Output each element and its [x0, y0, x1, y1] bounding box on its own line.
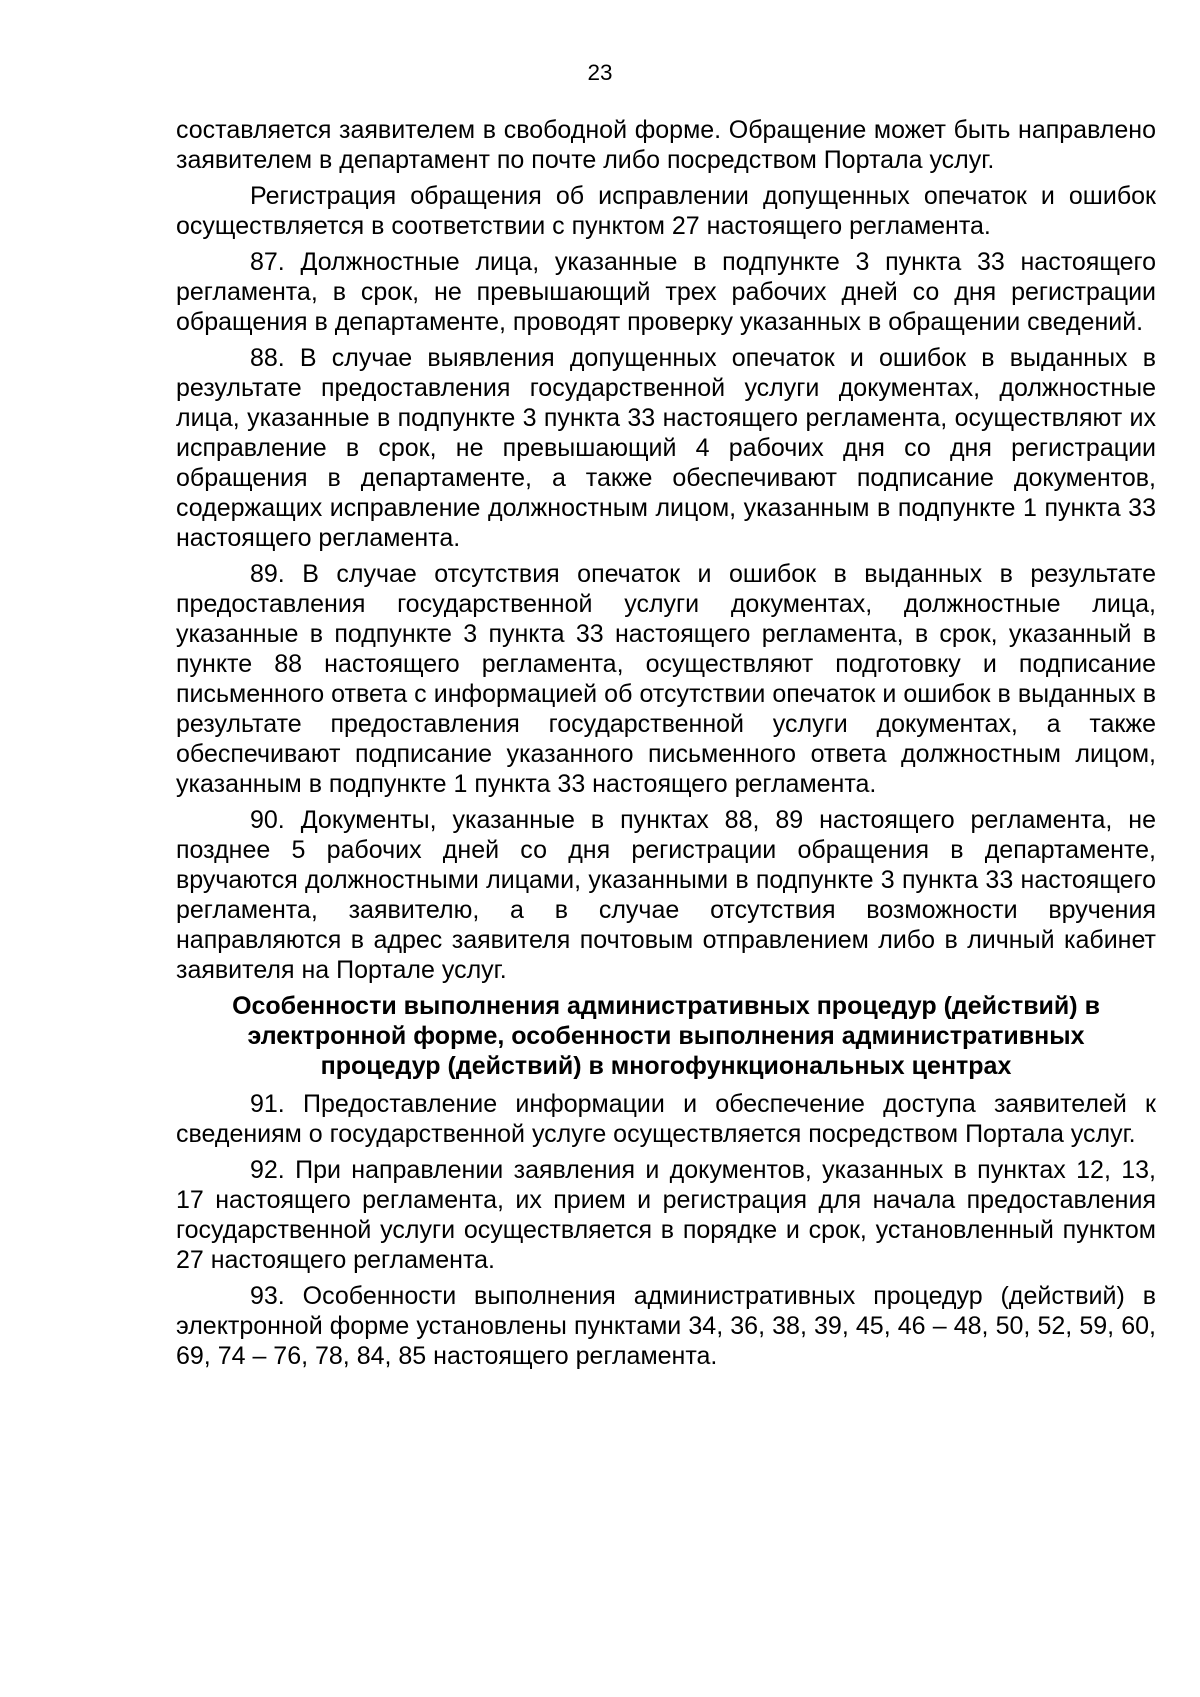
section-heading	[176, 991, 1156, 1081]
paragraph-87: 87. Должностные лица, указанные в подпункте 3 пункта 33 настоящего регламента, в срок, не превышающий трех рабочих дней со дня регистрации обращения в департаменте, проводят проверку указанных в обращении сведений.	[176, 248, 1156, 336]
paragraph-90: 90. Документы, указанные в пунктах 88, 89 настоящего регламента, не позднее 5 рабочих дней со дня регистрации обращения в департаменте, вручаются должностными лицами, указанными в подпункте 3 пункта 33 настоящего регламента, заявителю, а в случае отсутствия возможности вручения направляются в адрес заявителя почтовым отправлением либо в личный кабинет заявителя на Портале услуг.	[176, 806, 1156, 984]
paragraph-88: 88. В случае выявления допущенных опечаток и ошибок в выданных в результате предоставления государственной услуги документах, должностные лица, указанные в подпункте 3 пункта 33 настоящего регламента, осуществляют их исправление в срок, не превышающий 4 рабочих дня со дня регистрации обращения в департаменте, а также обеспечивают подписание документов, содержащих исправление должностным лицом, указанным в подпункте 1 пункта 33 настоящего регламента.	[176, 344, 1156, 552]
section-heading-line-1: Особенности выполнения административных процедур (действий) в	[232, 992, 1100, 1020]
paragraph-registration: Регистрация обращения об исправлении допущенных опечаток и ошибок осуществляется в соответствии с пунктом 27 настоящего регламента.	[176, 182, 1156, 240]
paragraph-continuation: составляется заявителем в свободной форме. Обращение может быть направлено заявителем в департамент по почте либо посредством Портала услуг.	[176, 116, 1156, 174]
paragraph-89: 89. В случае отсутствия опечаток и ошибок в выданных в результате предоставления государственной услуги документах, должностные лица, указанные в подпункте 3 пункта 33 настоящего регламента, в срок, указанный в пункте 88 настоящего регламента, осуществляют подготовку и подписание письменного ответа с информацией об отсутствии опечаток и ошибок в выданных в результате предоставления государственной услуги документах, а также обеспечивают подписание указанного письменного ответа должностным лицом, указанным в подпункте 1 пункта 33 настоящего регламента.	[176, 560, 1156, 798]
section-heading-line-3: процедур (действий) в многофункциональных центрах	[320, 1052, 1012, 1080]
section-heading-line-2: электронной форме, особенности выполнения административных	[247, 1022, 1085, 1050]
paragraph-93: 93. Особенности выполнения административных процедур (действий) в электронной форме установлены пунктами 34, 36, 38, 39, 45, 46 – 48, 50, 52, 59, 60, 69, 74 – 76, 78, 84, 85 настоящего регламента.	[176, 1282, 1156, 1370]
paragraph-91: 91. Предоставление информации и обеспечение доступа заявителей к сведениям о государственной услуге осуществляется посредством Портала услуг.	[176, 1090, 1156, 1148]
paragraph-92: 92. При направлении заявления и документов, указанных в пунктах 12, 13, 17 настоящего регламента, их прием и регистрация для начала предоставления государственной услуги осуществляется в порядке и срок, установленный пунктом 27 настоящего регламента.	[176, 1156, 1156, 1274]
document-body	[176, 115, 1156, 1377]
page-number: 23	[587, 60, 613, 85]
